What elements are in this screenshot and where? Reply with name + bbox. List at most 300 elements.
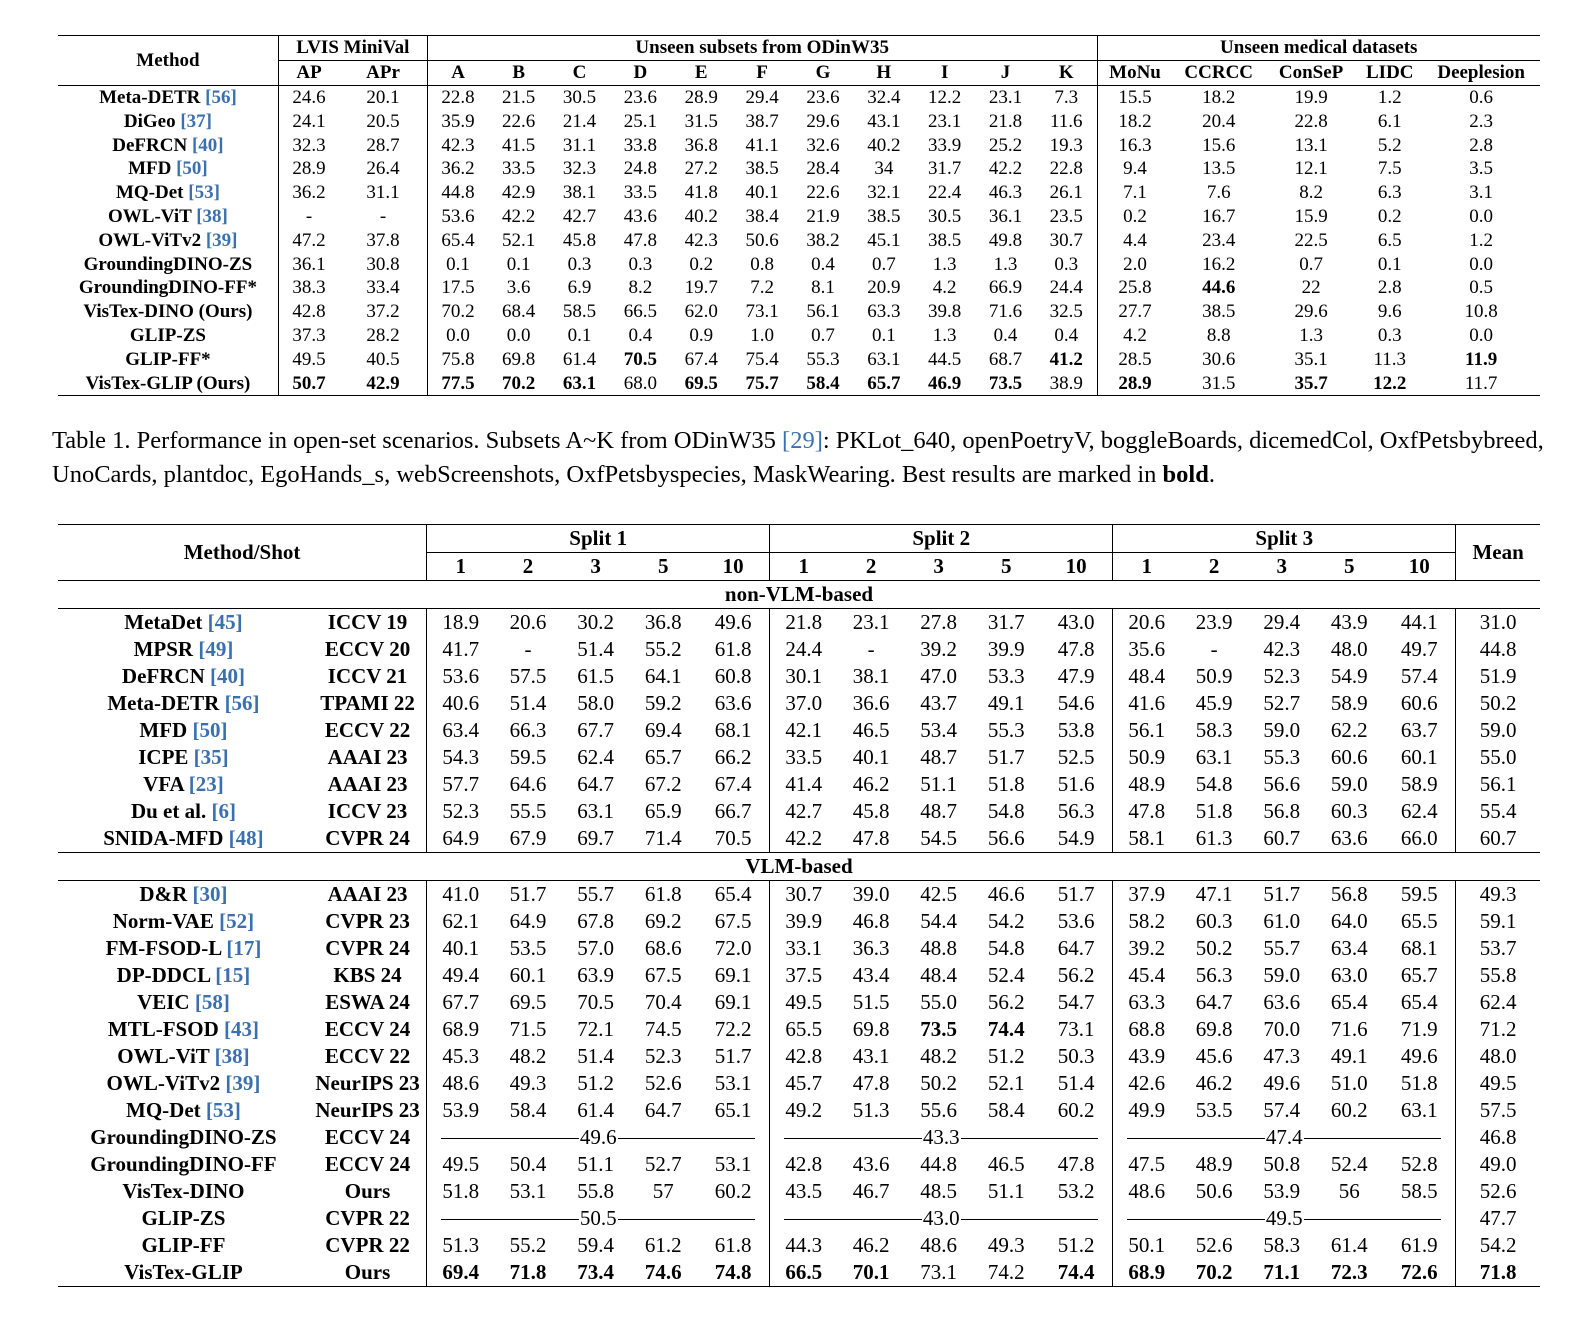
cell-value: 32.1 [867, 182, 901, 204]
mean-value: 71.2 [1456, 1016, 1540, 1043]
table-row [58, 205, 1540, 229]
cell-value: 40.2 [684, 205, 718, 227]
cell-value: 35.7 [1294, 372, 1328, 394]
cell-value: 58.9 [1400, 772, 1438, 796]
cell-value: 20.5 [366, 110, 400, 132]
cell-value: 7.6 [1206, 182, 1231, 204]
mean-value: 49.5 [1456, 1070, 1540, 1097]
cell-value: 2.8 [1469, 134, 1494, 156]
cell-value: 0.7 [871, 253, 896, 275]
cell-value: 47.8 [852, 1071, 890, 1095]
split-average-value: 43.3 [922, 1125, 960, 1149]
cell-value: 62.1 [427, 908, 495, 935]
cell-value: 48.7 [920, 745, 958, 769]
table-row [58, 1124, 1540, 1151]
citation-link[interactable]: [39] [205, 229, 238, 251]
cell-value: 47.8 [1057, 1152, 1095, 1176]
cell-value: 63.4 [427, 717, 495, 744]
table-row [58, 1070, 1540, 1097]
cell-value: 48.6 [427, 1070, 495, 1097]
method-name [58, 229, 278, 253]
citation-link[interactable]: [38] [196, 205, 228, 227]
cell-value: 8.1 [811, 277, 835, 299]
cell-value: 41.1 [745, 134, 779, 156]
cell-value: 51.7 [714, 1044, 752, 1068]
cell-value: 64.7 [1057, 936, 1095, 960]
cell-value: 43.9 [1113, 1043, 1181, 1070]
split-average-value: 49.5 [1265, 1206, 1303, 1230]
citation-link[interactable]: [6] [211, 799, 236, 823]
table-row [58, 771, 1540, 798]
citation-link[interactable]: [15] [215, 963, 251, 987]
cell-value: 33.1 [770, 935, 838, 962]
cell-value: 46.2 [852, 1233, 890, 1257]
cell-value: 73.5 [920, 1017, 958, 1041]
cell-value: 65.4 [1400, 990, 1438, 1014]
cell-value: 54.9 [1330, 664, 1368, 688]
method-label: MTL-FSOD [107, 1017, 224, 1041]
cell-value: 49.6 [1400, 1044, 1438, 1068]
cell-value: 39.2 [1113, 935, 1181, 962]
citation-link[interactable]: [56] [224, 691, 260, 715]
cell-value: 61.2 [644, 1233, 682, 1257]
cell-value: 55.5 [509, 799, 547, 823]
method-label: DeFRCN [112, 134, 192, 156]
cell-value: 55.7 [1263, 936, 1301, 960]
shot-header: 2 [837, 553, 905, 581]
citation-link[interactable]: [50] [176, 158, 208, 180]
column-header-j: J [975, 61, 1036, 86]
cell-value: 54.6 [1057, 691, 1095, 715]
cell-value: 53.9 [427, 1097, 495, 1124]
cell-value: 1.2 [1469, 229, 1494, 251]
cell-value: 45.3 [427, 1043, 495, 1070]
cell-value: 60.1 [1400, 745, 1438, 769]
method-name [58, 300, 278, 324]
cell-value: 65.5 [770, 1016, 838, 1043]
cell-value: 55.2 [644, 637, 682, 661]
cell-value: 47.8 [1113, 798, 1181, 825]
cell-value: 58.0 [577, 691, 614, 715]
cell-value: 0.4 [993, 324, 1018, 346]
venue: CVPR 24 [325, 936, 410, 960]
cell-value: 43.0 [1057, 610, 1095, 634]
cell-value: 65.7 [1400, 963, 1438, 987]
cell-value: 2.8 [1377, 277, 1402, 299]
cell-value: 8.8 [1206, 324, 1231, 346]
citation-link[interactable]: [39] [225, 1071, 261, 1095]
cell-value: 45.6 [1195, 1044, 1233, 1068]
method-name [58, 86, 278, 110]
cell-value: 28.2 [366, 324, 400, 346]
cell-value: 43.1 [867, 110, 901, 132]
cell-value: 43.6 [623, 205, 657, 227]
cell-value: 42.6 [1113, 1070, 1181, 1097]
method-name [58, 908, 309, 935]
cell-value: 49.1 [1330, 1044, 1368, 1068]
cell-value: 38.2 [806, 229, 840, 251]
cell-value: 63.1 [562, 372, 597, 394]
cell-value: 47.2 [278, 229, 339, 253]
method-label: Meta-DETR [107, 691, 225, 715]
cell-value: 68.1 [714, 718, 752, 742]
split-2-header: Split 2 [770, 525, 1113, 553]
method-header: Method [58, 36, 278, 86]
cell-value: 37.2 [366, 301, 400, 323]
cell-value: 7.3 [1054, 87, 1079, 108]
table-row [58, 300, 1540, 324]
shot-header: 1 [770, 553, 838, 581]
cell-value: 55.3 [987, 718, 1025, 742]
cell-value: 63.1 [577, 799, 614, 823]
cell-value: 58.4 [806, 372, 840, 394]
cell-value: 71.9 [1400, 1017, 1438, 1041]
cell-value: 58.4 [987, 1098, 1025, 1122]
cell-value: 48.4 [920, 963, 958, 987]
cell-value: 24.6 [278, 86, 339, 110]
citation-link[interactable]: [56] [205, 87, 237, 108]
cell-value: 38.5 [867, 205, 901, 227]
cell-value: 75.4 [745, 348, 779, 370]
citation-link[interactable]: [17] [226, 936, 262, 960]
method-label: DiGeo [123, 110, 181, 132]
cell-value: 38.4 [745, 205, 779, 227]
shot-header: 10 [1383, 553, 1456, 581]
cell-value: 63.9 [577, 963, 614, 987]
cell-value: 60.6 [1330, 745, 1368, 769]
cell-value: 36.6 [852, 691, 890, 715]
cell-value: 75.7 [745, 372, 779, 394]
split-average-value: 47.4 [1265, 1125, 1303, 1149]
cell-value: 0.2 [1377, 205, 1402, 227]
cell-value: 38.5 [1202, 301, 1236, 323]
column-header-g: G [793, 61, 854, 86]
cell-value: 3.5 [1469, 158, 1494, 180]
cell-value: 22.8 [427, 86, 488, 110]
mean-value: 54.2 [1456, 1232, 1540, 1259]
cell-value: 57.0 [577, 936, 614, 960]
cell-value: 36.3 [852, 936, 890, 960]
cell-value: 51.0 [1330, 1071, 1368, 1095]
cell-value: 61.8 [644, 882, 682, 906]
venue: AAAI 23 [327, 772, 408, 796]
cell-value: - [379, 205, 387, 227]
method-name [58, 1016, 309, 1043]
cell-value: 49.3 [509, 1071, 547, 1095]
cell-value: 44.5 [928, 348, 962, 370]
cell-value: 28.4 [806, 158, 840, 180]
shot-header: 3 [562, 553, 630, 581]
citation-link[interactable]: [40] [209, 664, 245, 688]
cell-value: 54.2 [987, 909, 1025, 933]
venue: AAAI 23 [327, 745, 408, 769]
column-header-e: E [671, 61, 732, 86]
cell-value: 65.7 [644, 745, 682, 769]
cell-value: 30.2 [577, 610, 614, 634]
cell-value: 10.8 [1464, 301, 1498, 323]
cell-value: 56 [1338, 1179, 1360, 1203]
cell-value: 54.4 [920, 909, 958, 933]
cell-value: 72.3 [1330, 1260, 1368, 1284]
cell-value: 70.1 [852, 1260, 890, 1284]
column-header-apr: APr [339, 61, 427, 86]
cell-value: 65.4 [427, 229, 488, 253]
method-name [58, 253, 278, 277]
cell-value: 18.2 [1202, 87, 1236, 108]
citation-link[interactable]: [52] [219, 909, 255, 933]
cell-value: 54.8 [1195, 772, 1233, 796]
cell-value: 74.8 [714, 1260, 752, 1284]
mean-value: 46.8 [1456, 1124, 1540, 1151]
cell-value: 41.8 [684, 182, 718, 204]
cell-value: 69.8 [1195, 1017, 1233, 1041]
cell-value: 66.0 [1400, 826, 1438, 850]
citation-link[interactable]: [53] [205, 1098, 241, 1122]
cell-value: 1.3 [932, 324, 957, 346]
cell-value: 40.5 [366, 348, 400, 370]
method-name [58, 690, 309, 717]
venue: KBS 24 [333, 963, 402, 987]
cell-value: 29.4 [745, 87, 779, 108]
cell-value: 40.1 [427, 935, 495, 962]
method-name [58, 1124, 309, 1151]
venue: ECCV 24 [324, 1152, 411, 1176]
citation-link[interactable]: [58] [194, 990, 230, 1014]
cell-value: 53.1 [509, 1179, 547, 1203]
citation-link[interactable]: [40] [191, 134, 224, 156]
cell-value: 9.4 [1097, 157, 1173, 181]
venue: AAAI 23 [327, 882, 408, 906]
cell-value: 64.7 [577, 772, 614, 796]
cell-value: 53.3 [987, 664, 1025, 688]
cell-value: 66.2 [714, 745, 752, 769]
cell-value: 16.2 [1202, 253, 1236, 275]
cell-value: 50.3 [1057, 1044, 1095, 1068]
cell-value: 1.3 [1299, 324, 1323, 346]
venue: CVPR 22 [325, 1206, 410, 1230]
table-row [58, 825, 1540, 853]
cell-value: 63.1 [867, 348, 901, 370]
cell-value: 35.6 [1113, 636, 1181, 663]
mean-value: 51.9 [1456, 663, 1540, 690]
citation-link[interactable]: [45] [207, 610, 243, 634]
split-average-cell [770, 1124, 1113, 1151]
shot-header: 3 [905, 553, 973, 581]
cell-value: 51.1 [577, 1152, 614, 1176]
cell-value: 0.0 [1469, 253, 1494, 275]
citation-link[interactable]: [23] [188, 772, 224, 796]
mean-header: Mean [1456, 525, 1540, 581]
cell-value: 12.2 [928, 87, 962, 108]
cell-value: 19.9 [1294, 87, 1328, 108]
cell-value: 1.3 [932, 253, 957, 275]
cell-value: 51.4 [577, 637, 614, 661]
citation-link[interactable]: [50] [192, 718, 228, 742]
cell-value: 41.5 [502, 134, 536, 156]
cell-value: 21.8 [770, 609, 838, 637]
cell-value: 29.6 [1294, 301, 1328, 323]
method-name [58, 276, 278, 300]
table-row [58, 348, 1540, 372]
table-2-few-shot [58, 524, 1540, 1287]
table-row [58, 744, 1540, 771]
cell-value: - [1210, 637, 1218, 661]
venue: ECCV 22 [324, 718, 411, 742]
cell-value: 30.8 [366, 253, 400, 275]
cell-value: 21.8 [988, 110, 1023, 132]
citation-link[interactable]: [30] [192, 882, 228, 906]
cell-value: 51.5 [852, 990, 890, 1014]
cell-value: 33.4 [366, 277, 400, 299]
cell-value: 53.8 [1057, 718, 1095, 742]
mean-value: 31.0 [1456, 609, 1540, 637]
cell-value: 66.5 [770, 1259, 838, 1287]
section-header-row [58, 581, 1540, 609]
cell-value: 68.4 [502, 301, 536, 323]
cell-value: 61.4 [577, 1098, 614, 1122]
cell-value: 63.3 [867, 301, 901, 323]
method-name [58, 110, 278, 134]
method-label: DeFRCN [121, 664, 210, 688]
cell-value: 67.7 [577, 718, 614, 742]
method-name [58, 1043, 309, 1070]
cell-value: 1.3 [993, 253, 1018, 275]
cell-value: 45.1 [867, 229, 901, 251]
cell-value: 53.6 [427, 663, 495, 690]
cell-value: 42.2 [988, 158, 1023, 180]
cell-value: 53.5 [1195, 1098, 1233, 1122]
cell-value: 67.8 [577, 909, 614, 933]
method-name [58, 1151, 309, 1178]
cell-value: 50.1 [1113, 1232, 1181, 1259]
cell-value: 48.9 [1113, 771, 1181, 798]
cell-value: 68.0 [623, 372, 657, 394]
cell-value: 59.4 [577, 1233, 614, 1257]
cell-value: 47.1 [1195, 882, 1233, 906]
cell-value: 40.1 [745, 182, 779, 204]
method-name [58, 1178, 309, 1205]
cell-value: 42.2 [770, 825, 838, 853]
cell-value: 36.8 [684, 134, 718, 156]
cell-value: 48.0 [1330, 637, 1368, 661]
table-row [58, 253, 1540, 277]
cell-value: 71.5 [509, 1017, 547, 1041]
cell-value: 53.6 [1057, 909, 1095, 933]
cell-value: 55.8 [577, 1179, 614, 1203]
citation-link[interactable]: [43] [224, 1017, 259, 1041]
cell-value: 6.5 [1377, 229, 1402, 251]
section-header-row [58, 853, 1540, 881]
cell-value: 8.2 [1299, 182, 1323, 204]
cell-value: 40.1 [852, 745, 890, 769]
cell-value: 42.3 [427, 134, 488, 158]
cell-value: 49.4 [427, 962, 495, 989]
cell-value: 63.1 [1195, 745, 1233, 769]
cell-value: 61.0 [1263, 909, 1301, 933]
method-name [58, 157, 278, 181]
mean-value: 50.2 [1456, 690, 1540, 717]
mean-value: 55.8 [1456, 962, 1540, 989]
cell-value: 19.7 [684, 277, 718, 299]
cell-value: 69.1 [714, 990, 752, 1014]
venue: ECCV 22 [324, 1044, 411, 1068]
venue: NeurIPS 23 [315, 1098, 420, 1122]
cell-value: 45.9 [1195, 691, 1233, 715]
cell-value: 31.7 [987, 610, 1025, 634]
lvis-group-header: LVIS MiniVal [278, 36, 427, 61]
caption-bold-word: bold [1162, 461, 1209, 488]
cell-value: 45.8 [562, 229, 597, 251]
cell-value: 44.8 [427, 181, 488, 205]
cell-value: 48.2 [920, 1044, 958, 1068]
mean-value: 44.8 [1456, 636, 1540, 663]
table-row [58, 989, 1540, 1016]
cell-value: 74.5 [644, 1017, 682, 1041]
cell-value: 13.5 [1202, 158, 1236, 180]
shot-header: 2 [494, 553, 562, 581]
cell-value: 51.2 [987, 1044, 1025, 1068]
cell-value: 42.8 [770, 1151, 838, 1178]
cell-value: 2.0 [1097, 253, 1173, 277]
cell-value: 26.1 [1049, 182, 1083, 204]
cell-value: 53.5 [509, 936, 547, 960]
column-header-lidc: LIDC [1357, 61, 1422, 86]
cell-value: 37.0 [770, 690, 838, 717]
citation-link[interactable]: [53] [188, 182, 220, 204]
citation-link[interactable]: [49] [198, 637, 234, 661]
method-label: OWL-ViT [108, 205, 197, 227]
mean-value: 57.5 [1456, 1097, 1540, 1124]
method-name [58, 935, 309, 962]
table-row [58, 935, 1540, 962]
cell-value: 30.6 [1202, 348, 1236, 370]
cell-value: 73.1 [1057, 1017, 1095, 1041]
cell-value: 43.5 [770, 1178, 838, 1205]
citation-link[interactable]: [35] [193, 745, 229, 769]
split-average-value: 49.6 [579, 1125, 617, 1149]
venue: TPAMI 22 [320, 691, 415, 715]
cell-value: 17.5 [427, 276, 488, 300]
cell-value: 54.3 [427, 744, 495, 771]
method-name [58, 717, 309, 744]
cell-value: 1.2 [1377, 87, 1402, 108]
cell-value: 58.4 [509, 1098, 547, 1122]
cell-value: 28.9 [1097, 372, 1173, 396]
cell-value: 30.1 [770, 663, 838, 690]
cell-value: 52.6 [1195, 1233, 1233, 1257]
citation-link[interactable]: [38] [214, 1044, 250, 1068]
mean-value: 53.7 [1456, 935, 1540, 962]
citation-link[interactable]: [37] [180, 110, 212, 132]
caption-citation[interactable]: [29] [782, 427, 823, 454]
cell-value: 49.1 [987, 691, 1025, 715]
method-label: Du et al. [130, 799, 212, 823]
cell-value: 51.3 [427, 1232, 495, 1259]
citation-link[interactable]: [48] [228, 826, 264, 850]
cell-value: 12.2 [1373, 372, 1407, 394]
cell-value: 24.4 [1049, 277, 1083, 299]
cell-value: 73.4 [577, 1260, 614, 1284]
cell-value: 0.4 [811, 253, 835, 275]
split-average-cell [770, 1205, 1113, 1232]
cell-value: 70.2 [427, 300, 488, 324]
cell-value: 70.0 [1263, 1017, 1301, 1041]
cell-value: 41.2 [1049, 348, 1083, 370]
cell-value: 29.4 [1263, 610, 1301, 634]
venue: ICCV 23 [327, 799, 408, 823]
cell-value: 50.2 [920, 1071, 958, 1095]
cell-value: 53.6 [427, 205, 488, 229]
